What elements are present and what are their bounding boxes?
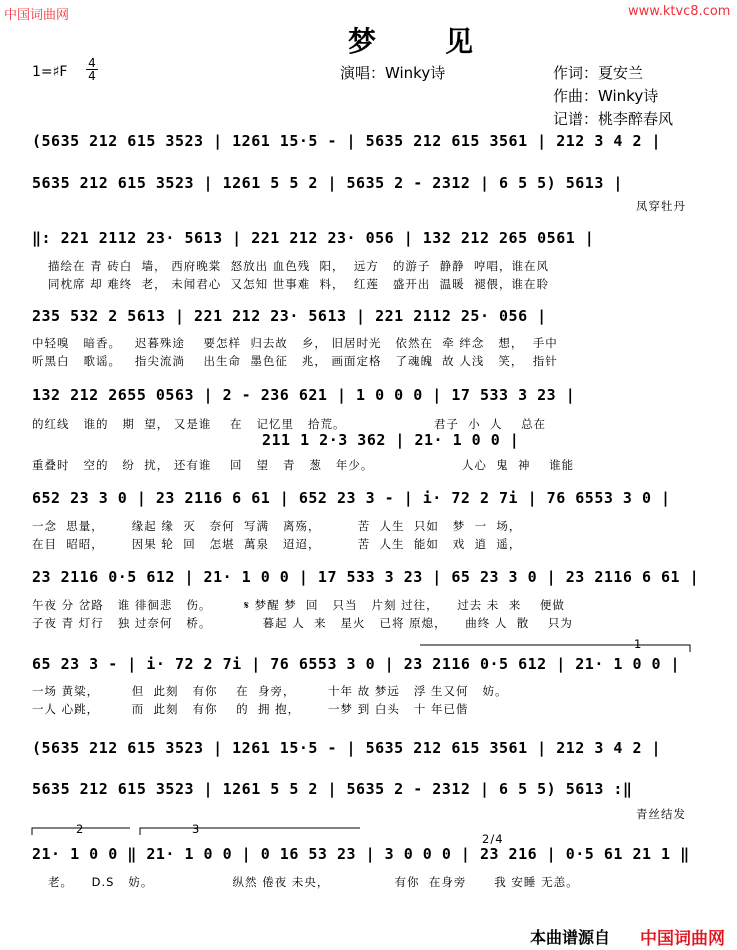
meter-change: 2/4 xyxy=(482,832,504,846)
lyric-line: 听黑白 歌谣。 指尖流淌 出生命 墨色征 兆， 画面定格 了魂魄 故 人浅 笑， 指针 xyxy=(32,354,558,368)
lyricist: 作词：夏安兰 xyxy=(553,64,644,82)
notation-row-alternate: 211 1 2·3 362 | 21· 1 0 0 | xyxy=(262,431,520,449)
lyric-line: 青丝结发 xyxy=(636,807,686,821)
notation-row: 5635 212 615 3523 | 1261 5 5 2 | 5635 2 - 2312 | 6 5 5) 5613 :‖ xyxy=(32,780,633,798)
volta-first-label: 2 xyxy=(76,822,85,836)
lyric-line: 在目 昭昭， 因果 轮 回 怎堪 萬泉 迢迢， 苦 人生 能如 戏 逍 遥， xyxy=(32,537,522,551)
footer-brand: 中国词曲网 xyxy=(640,929,725,949)
lyric-line: 午夜 分 岔路 谁 徘徊悲 伤。 𝄋 梦醒 梦 回 只当 片刻 过往， 过去 未 来 便做 xyxy=(32,598,565,612)
volta-second-bracket xyxy=(140,828,360,835)
volta-ending-bracket xyxy=(420,645,690,652)
notation-row: (5635 212 615 3523 | 1261 15·5 - | 5635 212 615 3561 | 212 3 4 2 | xyxy=(32,739,662,757)
composer: 作曲：Winky诗 xyxy=(553,87,659,105)
key-signature: 1=♯F xyxy=(32,64,68,80)
watermark-left: 中国词曲网 xyxy=(4,8,70,23)
footer-source: 本曲谱源自 xyxy=(530,928,611,947)
lyric-line: 一场 黄粱， 但 此刻 有你 在 身旁， 十年 故 梦远 浮 生又何 妨。 xyxy=(32,684,508,698)
notation-row: ‖: 221 2112 23· 5613 | 221 212 23· 056 | 132 212 265 0561 | xyxy=(32,229,595,247)
notation-row: 23 2116 0·5 612 | 21· 1 0 0 | 17 533 3 23 | 65 23 3 0 | 23 2116 6 61 | xyxy=(32,568,700,586)
volta-second-label: 3 xyxy=(192,822,201,836)
volta-ending-label: 1 xyxy=(634,637,643,651)
notation-row: 132 212 2655 0563 | 2 - 236 621 | 1 0 0 0 | 17 533 3 23 | xyxy=(32,386,576,404)
notation-row: 21· 1 0 0 ‖ 21· 1 0 0 | 0 16 53 23 | 3 0 0 0 | 23 216 | 0·5 61 21 1 ‖ xyxy=(32,845,690,863)
lyric-line: 描绘在 青 砖白 墙， 西府晚棠 怒放出 血色残 阳， 远方 的游子 静静 哼唱，谁在风 xyxy=(48,259,549,273)
lyric-line: 的红线 谁的 期 望， 又是谁 在 记忆里 拾荒。 君子 小 人 总在 xyxy=(32,417,547,431)
lyric-line: 一人 心跳， 而 此刻 有你 的 拥 抱， 一梦 到 白头 十 年已偕 xyxy=(32,702,469,716)
notation-row: 235 532 2 5613 | 221 212 23· 5613 | 221 2112 25· 056 | xyxy=(32,307,547,325)
lyric-line: 重叠时 空的 纷 扰， 还有谁 回 望 青 葱 年少。 人心 鬼 神 谁能 xyxy=(32,458,575,472)
singer: 演唱：Winky诗 xyxy=(340,64,446,82)
lyric-line: 同枕席 却 难终 老， 未闻君心 又怎知 世事难 料， 红莲 盛开出 温暖 褪偎，谁在聆 xyxy=(48,277,549,291)
lyric-line: 一念 思量， 缘起 缘 灭 奈何 写满 离殇， 苦 人生 只如 梦 一 场， xyxy=(32,519,522,533)
lyric-line: 老。 D.S 妨。 纵然 倦夜 未央， 有你 在身旁 我 安睡 无恙。 xyxy=(48,875,579,889)
notation-row: (5635 212 615 3523 | 1261 15·5 - | 5635 212 615 3561 | 212 3 4 2 | xyxy=(32,132,662,150)
notation-row: 5635 212 615 3523 | 1261 5 5 2 | 5635 2 - 2312 | 6 5 5) 5613 | xyxy=(32,174,623,192)
notation-row: 652 23 3 0 | 23 2116 6 61 | 652 23 3 - | i· 72 2 7i | 76 6553 3 0 | xyxy=(32,489,671,507)
lyric-line: 子夜 青 灯行 独 过奈何 桥。 暮起 人 来 星火 已将 原熄， 曲终 人 散 只为 xyxy=(32,616,573,630)
watermark-right: www.ktvc8.com xyxy=(628,4,731,19)
lyric-line: 凤穿牡丹 xyxy=(636,199,686,213)
transcriber: 记谱：桃李醉春风 xyxy=(553,110,674,128)
page-title: 梦 见 xyxy=(348,25,479,58)
time-numerator: 4 xyxy=(88,56,96,70)
lyric-line: 中轻嗅 暗香。 迟暮殊途 要怎样 归去故 乡， 旧居时光 依然在 牵 绊念 想， 手中 xyxy=(32,336,558,350)
time-denominator: 4 xyxy=(86,69,98,82)
notation-row: 65 23 3 - | i· 72 2 7i | 76 6553 3 0 | 23 2116 0·5 612 | 21· 1 0 0 | xyxy=(32,655,681,673)
